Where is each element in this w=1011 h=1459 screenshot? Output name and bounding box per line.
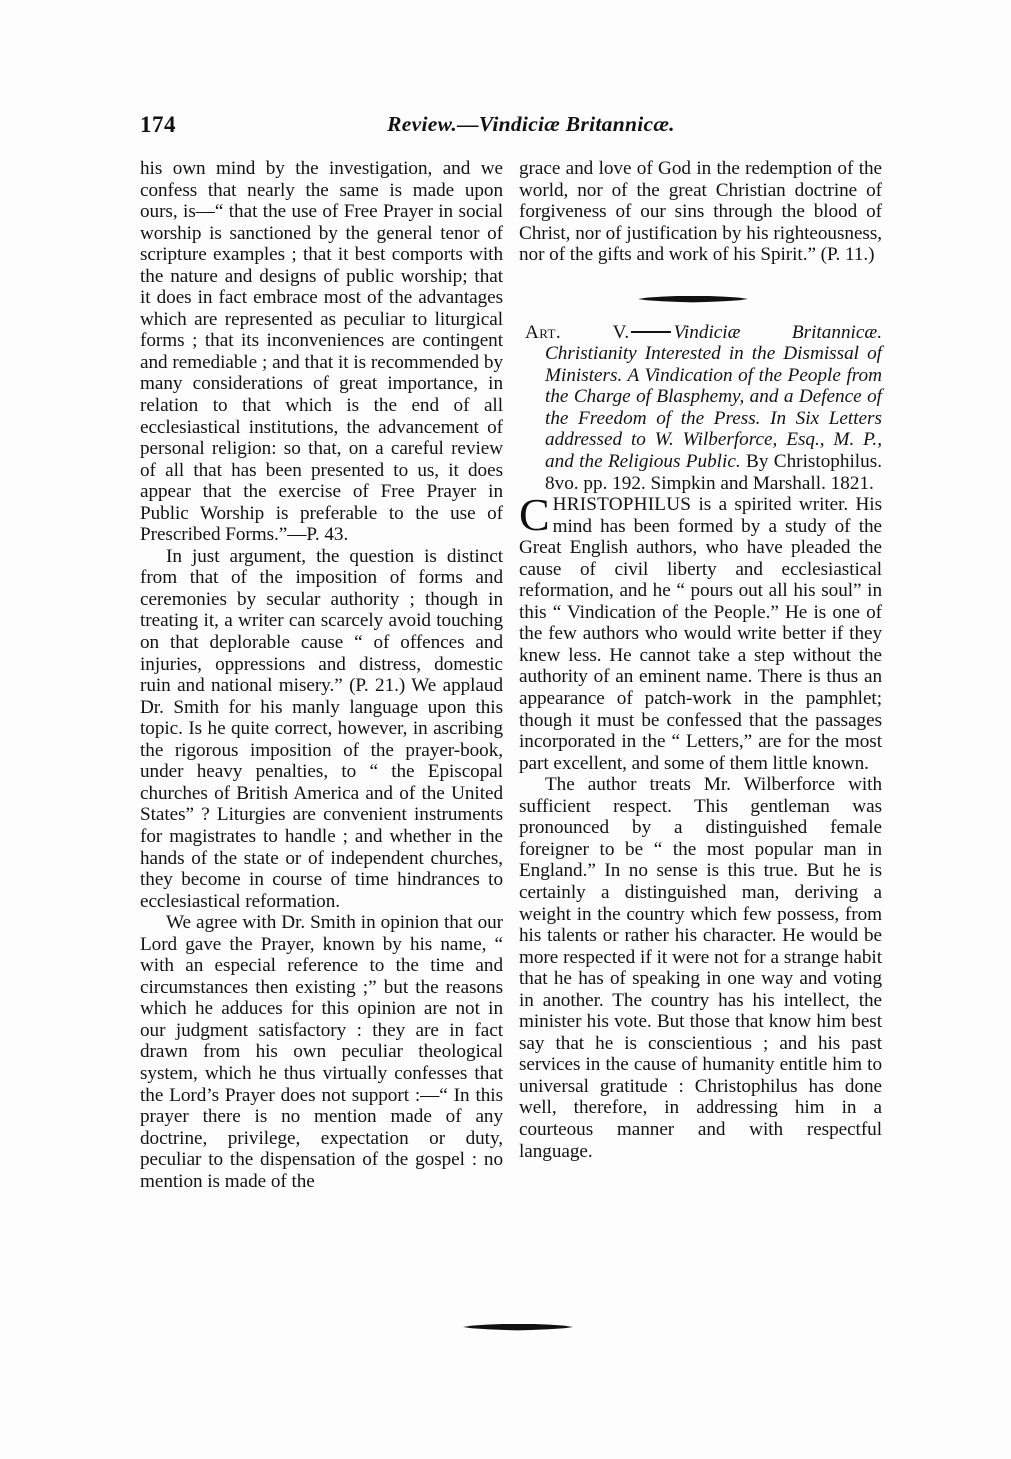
- drop-cap-letter: C: [519, 489, 550, 541]
- article-title: Vindiciæ Britannicæ. Christianity Interested in the Dismissal of Ministers. A Vindication of the People from the Charge of Blasphemy, and a Defence of the Freedom of the Press. In Six Letters addressed to W. Wilberforce, Esq., M. P., and the Religious Public.: [545, 321, 882, 473]
- ornament-spacer-top: [519, 266, 882, 322]
- article-dash-rule: [631, 331, 671, 334]
- paragraph: We agree with Dr. Smith in opinion that our Lord gave the Prayer, known by his name, “ with an especial reference to the time and circumstances then existing ;” but the reasons which he adduces for this opinion are not in our judgment satisfactory : they are in fact drawn from his own peculiar theological system, which he thus virtually confesses that the Lord’s Prayer does not support :—“ In this prayer there is no mention made of any doctrine, privilege, expectation or duty, peculiar to the dispensation of the gospel : no mention is made of the: [140, 912, 503, 1192]
- page-number: 174: [140, 112, 176, 137]
- article-heading: [519, 322, 882, 494]
- lens-ornament-icon: [463, 1322, 573, 1332]
- paragraph-text: is a spirited writer. His mind has been formed by a study of the Great English authors, who have pleaded the cause of civil liberty and ecclesiastical reformation, and he “ pours out all his soul” in this “ Vindication of the People.” He is one of the few authors who would write better if they knew less. He cannot take a step without the authority of an eminent name. There is thus an appearance of patch-work in the pamphlet; though it must be confessed that the passages incorporated in the “ Letters,” are for the most part excellent, and some of them little known.: [519, 494, 882, 774]
- article-imprint: By Christophilus. 8vo. pp. 192. Simpkin and Marshall. 1821.: [545, 451, 882, 494]
- running-head: [140, 112, 880, 142]
- article-label: Art. V.: [525, 321, 630, 343]
- drop-cap-lead-word: HRISTOPHILUS: [552, 494, 692, 516]
- paragraph: In just argument, the question is distinct from that of the imposition of forms and ceremonies by secular authority ; though in treating it, a writer can scarcely avoid touching on that deplorable cause “ of offences and injuries, oppressions and distress, domestic ruin and national misery.” (P. 21.) We applaud Dr. Smith for his manly language upon this topic. Is he quite correct, however, in ascribing the rigorous imposition of the prayer-book, under heavy penalties, to “ the Episcopal churches of British America and of the United States” ? Liturgies are convenient instruments for magistrates to handle ; and whether in the hands of the state or of independent churches, they become in course of time hindrances to ecclesiastical reformation.: [140, 545, 503, 912]
- running-title: Review.—Vindiciæ Britannicæ.: [387, 112, 675, 136]
- paragraph-continuation: grace and love of God in the redemption of the world, nor of the great Christian doctrine of forgiveness of our sins through the blood of Christ, nor of justification by his righteousness, nor of the gifts and work of his Spirit.” (P. 11.): [519, 158, 882, 266]
- right-column: [519, 158, 882, 1162]
- left-column: [140, 158, 503, 1192]
- paragraph-dropcap: [519, 489, 882, 774]
- paragraph: his own mind by the investigation, and we confess that nearly the same is made upon ours, is—“ that the use of Free Prayer in social worship is sanctioned by the general tenor of scripture examples ; that it best comports with the nature and designs of public worship; that it does in fact embrace most of the advantages which are represented as peculiar to liturgical forms ; that its inconveniences are contingent and remediable ; and that it is recommended by many considerations of great importance, in relation to that which is the end of all ecclesiastical institutions, the advancement of personal religion: so that, on a careful review of all that has been presented to us, it does appear that the exercise of Free Prayer in Public Worship is preferable to the use of Prescribed Forms.”—P. 43.: [140, 158, 503, 546]
- paragraph: The author treats Mr. Wilberforce with sufficient respect. This gentleman was pronounced by a distinguished female foreigner to be “ the most popular man in England.” In no sense is this true. But he is certainly a distinguished man, deriving a weight in the country which few possess, from his talents or rather his character. He would be more respected if it were not for a strange habit that he has of speaking in one way and voting in another. The country has his intellect, the minister his vote. But those that know him best say that he is conscientious ; and his past services in the cause of humanity entitle him to universal gratitude : Christophilus has done well, therefore, in addressing him in a courteous manner and with respectful language.: [519, 774, 882, 1162]
